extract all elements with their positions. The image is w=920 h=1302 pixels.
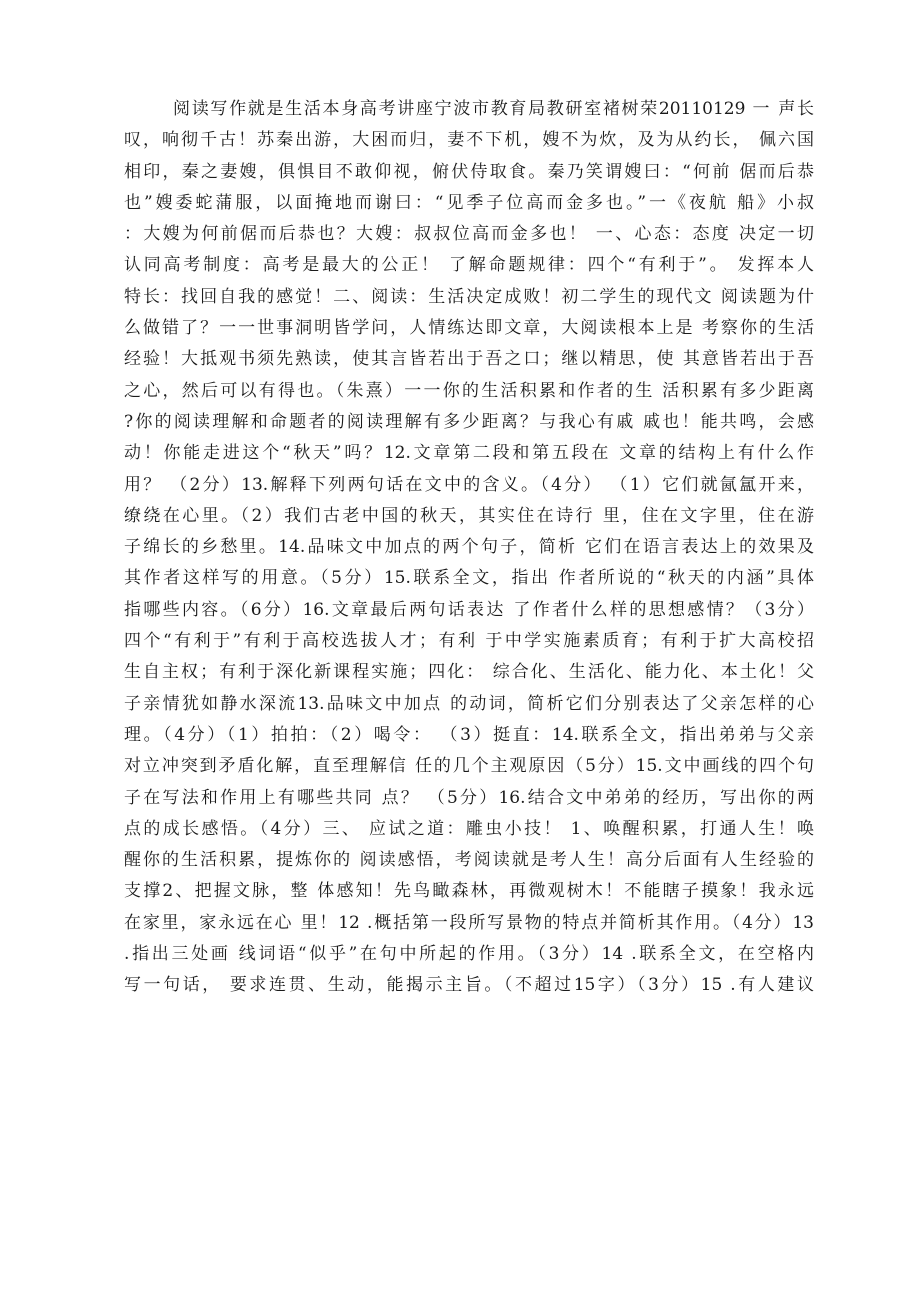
text-line: .指出三处画 线词语“似乎”在句中所起的作用。（3分）14 .联系全文，在空格内	[124, 944, 814, 965]
text-line: 生自主权；有利于深化新课程实施；四化： 综合化、生活化、能力化、本土化！父	[124, 662, 814, 683]
text-line: 动！你能走进这个“秋天”吗？12.文章第二段和第五段在 文章的结构上有什么作	[124, 443, 814, 464]
text-line: 阅读写作就是生活本身高考讲座宁波市教育局教研室褚树荣20110129 一 声长	[173, 99, 814, 119]
text-line: 四个“有利于”有利于高校选拔人才；有利 于中学实施素质育；有利于扩大高校招	[124, 631, 814, 652]
text-line: ?你的阅读理解和命题者的阅读理解有多少距离？与我心有戚 戚也！能共鸣，会感	[124, 411, 814, 432]
text-line: 么做错了？一一世事洞明皆学问，人情练达即文章，大阅读根本上是 考察你的生活	[124, 318, 814, 339]
text-line: 点的成长感悟。（4分）三、 应试之道：雕虫小技！ 1、唤醒积累，打通人生！唤	[124, 818, 814, 839]
text-line: 在家里，家永远在心 里！12 .概括第一段所写景物的特点并简析其作用。（4分）13	[124, 912, 814, 933]
text-line: 缭绕在心里。（2）我们古老中国的秋天，其实住在诗行 里，住在文字里，住在游	[124, 505, 814, 526]
text-line: 指哪些内容。（6分）16.文章最后两句话表达 了作者什么样的思想感情？（3分）	[124, 599, 814, 620]
text-line: 相印，秦之妻嫂，俱惧目不敢仰视，俯伏侍取食。秦乃笑谓嫂曰：“何前 倨而后恭	[124, 161, 814, 182]
text-line: 也”嫂委蛇蒲服，以面掩地而谢曰：“见季子位高而金多也。”一《夜航 船》小叔	[124, 192, 814, 213]
text-line: 经验！大抵观书须先熟读，使其言皆若出于吾之口；继以精思，使 其意皆若出于吾	[124, 349, 814, 370]
text-line: 理。（4分）（1）拍拍：（2）喝令： （3）挺直：14.联系全文，指出弟弟与父亲	[124, 724, 814, 745]
text-line: 子亲情犹如静水深流13.品味文中加点 的动词，简析它们分别表达了父亲怎样的心	[124, 693, 814, 714]
text-line: 其作者这样写的用意。（5分）15.联系全文，指出 作者所说的“秋天的内涵”具体	[124, 568, 814, 589]
text-line: 之心，然后可以有得也。（朱熹）一一你的生活积累和作者的生 活积累有多少距离	[124, 380, 814, 401]
body-paragraph	[124, 94, 814, 1002]
text-line: 特长：找回自我的感觉！二、阅读：生活决定成败！初二学生的现代文 阅读题为什	[124, 286, 814, 307]
text-line: 对立冲突到矛盾化解，直至理解信 任的几个主观原因（5分）15.文中画线的四个句	[124, 756, 814, 777]
text-line: 叹，响彻千古！苏秦出游，大困而归，妻不下机，嫂不为炊，及为从约长， 佩六国	[124, 130, 814, 151]
text-line: ：大嫂为何前倨而后恭也？大嫂：叔叔位高而金多也！ 一、心态：态度 决定一切	[124, 224, 814, 245]
text-line: 写一句话， 要求连贯、生动，能揭示主旨。（不超过15字）（3分）15 .有人建议	[124, 975, 814, 996]
text-line: 子绵长的乡愁里。14.品味文中加点的两个句子，简析 它们在语言表达上的效果及	[124, 537, 814, 558]
text-line: 认同高考制度：高考是最大的公正！ 了解命题规律：四个“有利于”。 发挥本人	[124, 255, 814, 276]
text-line: 醒你的生活积累，提炼你的 阅读感悟，考阅读就是考人生！高分后面有人生经验的	[124, 850, 814, 871]
text-line: 用？ （2分）13.解释下列两句话在文中的含义。（4分） （1）它们就氤氲开来，	[124, 474, 814, 495]
text-line: 子在写法和作用上有哪些共同 点？ （5分）16.结合文中弟弟的经历，写出你的两	[124, 787, 814, 808]
text-line: 支撑2、把握文脉，整 体感知！先鸟瞰森林，再微观树木！不能瞎子摸象！我永远	[124, 881, 814, 902]
